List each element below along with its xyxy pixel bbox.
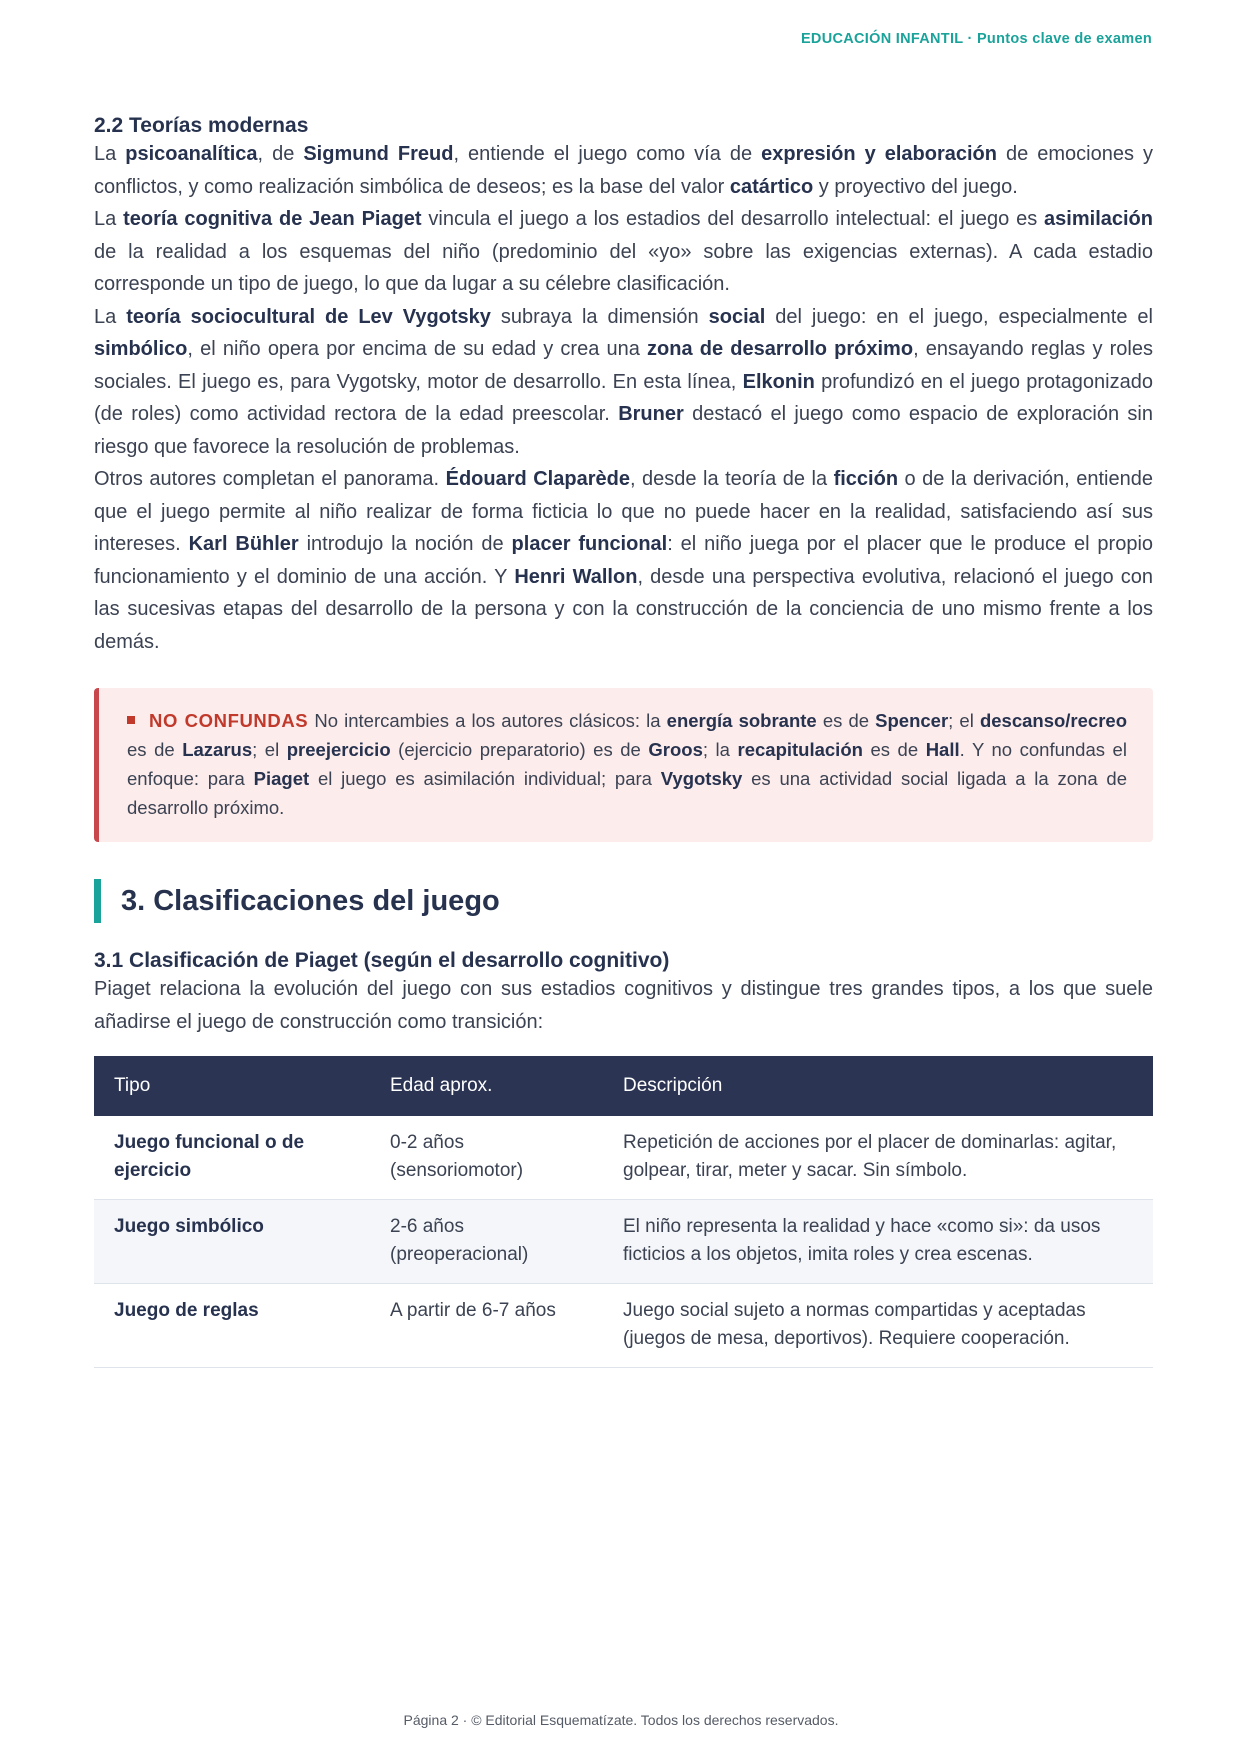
warning-square-icon — [127, 716, 135, 724]
column-header-edad: Edad aprox. — [390, 1075, 493, 1096]
paragraph-piaget-intro: Piaget relaciona la evolución del juego con sus estadios cognitivos y distingue tres grandes tipos, a los que suele añadirse el juego de construcción como transición: — [94, 978, 1153, 1033]
column-header-descripcion: Descripción — [623, 1075, 723, 1096]
section-heading-2-2: 2.2 Teorías modernas — [94, 114, 309, 137]
cell-type: Juego simbólico — [94, 1200, 370, 1284]
table-row — [94, 1116, 1153, 1200]
page-content — [94, 110, 1153, 1368]
section-heading-3-1: 3.1 Clasificación de Piaget (según el desarrollo cognitivo) — [94, 949, 670, 972]
column-header-tipo: Tipo — [114, 1075, 151, 1096]
cell-age: 2-6 años (preoperacional) — [370, 1200, 603, 1284]
running-header: EDUCACIÓN INFANTIL · Puntos clave de examen — [800, 31, 1152, 47]
page-footer: Página 2 · © Editorial Esquematízate. Todos los derechos reservados. — [403, 1712, 839, 1728]
section-heading-3 — [94, 879, 1153, 923]
section-heading-3-title: 3. Clasificaciones del juego — [121, 884, 500, 917]
paragraph-piaget: La teoría cognitiva de Jean Piaget vincula el juego a los estadios del desarrollo intelectual: el juego es asimilación de la realidad a los esquemas del niño (predominio del «yo» sobre las exigencias externas). A cada estadio corresponde un tipo de juego, lo que da lugar a su célebre clasificación. — [94, 208, 1153, 295]
table-row — [94, 1200, 1153, 1284]
cell-description: Repetición de acciones por el placer de dominarlas: agitar, golpear, tirar, meter y sacar. Sin símbolo. — [603, 1116, 1153, 1200]
piaget-classification-table — [94, 1056, 1153, 1368]
cell-age: 0-2 años (sensoriomotor) — [370, 1116, 603, 1200]
cell-type: Juego funcional o de ejercicio — [94, 1116, 370, 1200]
heading-accent-bar — [94, 879, 101, 923]
paragraph-otros-autores: Otros autores completan el panorama. Édouard Claparède, desde la teoría de la ficción o de la derivación, entiende que el juego permite al niño realizar de forma ficticia lo que no puede hacer en la realidad, satisfaciendo así sus intereses. Karl Bühler introdujo la noción de placer funcional: el niño juega por el placer que le produce el propio funcionamiento y el dominio de una acción. Y Henri Wallon, desde una perspectiva evolutiva, relacionó el juego con las sucesivas etapas del desarrollo de la persona y con la construcción de la conciencia de uno mismo frente a los demás. — [94, 468, 1154, 653]
warning-tag: NO CONFUNDAS — [149, 710, 309, 731]
paragraph-freud: La psicoanalítica, de Sigmund Freud, entiende el juego como vía de expresión y elaboración de emociones y conflictos, y como realización simbólica de deseos; es la base del valor catártico y proyectivo del juego. — [94, 143, 1153, 198]
cell-description: El niño representa la realidad y hace «como si»: da usos ficticios a los objetos, imita roles y crea escenas. — [603, 1200, 1153, 1284]
cell-description: Juego social sujeto a normas compartidas y aceptadas (juegos de mesa, deportivos). Requiere cooperación. — [603, 1284, 1153, 1368]
cell-type: Juego de reglas — [94, 1284, 370, 1368]
paragraph-vygotsky: La teoría sociocultural de Lev Vygotsky subraya la dimensión social del juego: en el juego, especialmente el simbólico, el niño opera por encima de su edad y crea una zona de desarrollo próximo, ensayando reglas y roles sociales. El juego es, para Vygotsky, motor de desarrollo. En esta línea, Elkonin profundizó en el juego protagonizado (de roles) como actividad rectora de la edad preescolar. Bruner destacó el juego como espacio de exploración sin riesgo que favorece la resolución de problemas. — [94, 305, 1153, 458]
table-header-row — [94, 1056, 1153, 1116]
warning-callout: NO CONFUNDAS No intercambies a los autores clásicos: la energía sobrante es de Spencer; el descanso/recreo es de Lazarus; el preejercicio (ejercicio preparatorio) es de Groos; la recapitulación es de Hall. Y no confundas el enfoque: para Piaget el juego es asimilación individual; para Vygotsky es una actividad social ligada a la zona de desarrollo próximo. — [94, 688, 1153, 842]
cell-age: A partir de 6-7 años — [370, 1284, 603, 1368]
table-row — [94, 1284, 1153, 1368]
